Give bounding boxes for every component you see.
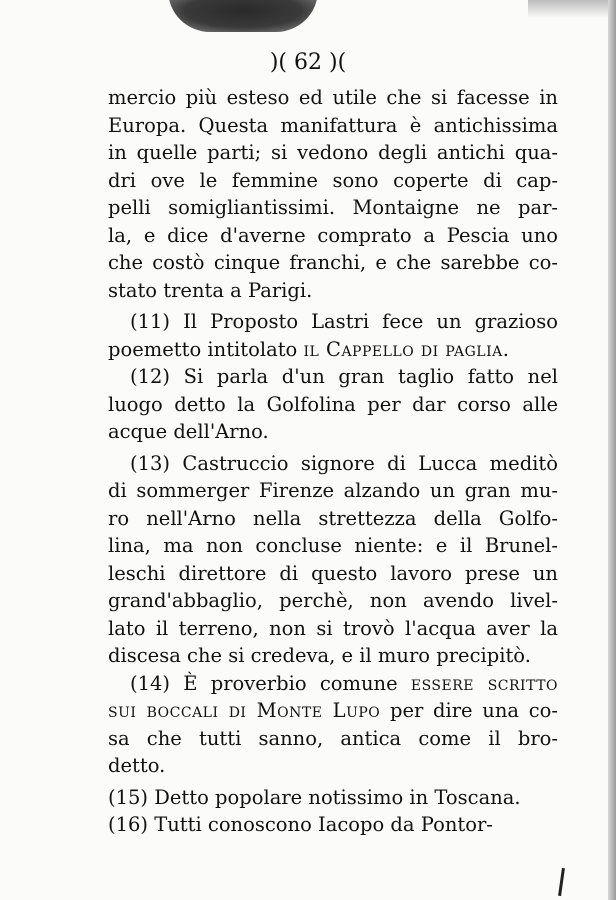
note-13-line: di sommerger Firenze alzando un gran mu- [108,479,558,502]
note-15-line: (15) Detto popolare notissimo in Toscana. [108,785,521,809]
note-14-line: detto. [108,754,166,777]
note-16-line: (16) Tutti conoscono Iacopo da Pontor- [108,813,493,836]
margin-mark [558,868,565,896]
page-corner-shadow [528,0,608,18]
text-line: in quelle parti; si vedono degli antichi qua- [108,141,558,164]
note-14-text: per dire una co- [380,699,558,722]
text-line: la, e dice d'averne comprato a Pescia uno [108,223,558,247]
note-11-title: il Cappello di paglia. [303,337,510,361]
note-12-line: luogo detto la Golfolina per dar corso alle [108,392,558,416]
note-13-line: discesa che si credeva, e il muro precipitò. [108,644,531,667]
note-14-line: sa che tutti sanno, antica come il bro- [108,726,558,750]
note-12-line: (12) Si parla d'un gran taglio fatto nel [130,365,558,388]
text-line: dri ove le femmine sono coperte di cap- [108,168,558,192]
note-11-line: (11) Il Proposto Lastri fece un grazioso [130,310,558,333]
text-line: mercio più esteso ed utile che si facesse in [108,86,558,109]
note-14-line [108,697,558,725]
note-13-line: grand'abbaglio, perchè, non avendo livel- [108,589,558,612]
note-14-proverb: sui boccali di Monte Lupo [108,699,381,722]
page-text [108,84,558,839]
page-edge-shadow [608,0,616,900]
text-line: Europa. Questa manifattura è antichissima [108,113,558,137]
binding-shadow [168,0,318,32]
note-14-text: (14) È proverbio comune [130,671,411,695]
note-11-text: poemetto intitolato [108,337,304,361]
note-13-line: (13) Castruccio signore di Lucca meditò [130,451,558,475]
text-line: che costò cinque franchi, e che sarebbe co- [108,251,558,274]
note-13-line: leschi direttore di questo lavoro prese un [108,561,558,585]
text-line: pelli somigliantissimi. Montaigne ne par- [108,196,558,219]
note-14-proverb: essere scritto [410,671,559,695]
text-line: stato trenta a Parigi. [108,278,313,302]
note-13-line: lina, ma non concluse niente: e il Brunel- [108,534,558,557]
note-13-line: ro nell'Arno nella strettezza della Golfo- [108,506,558,530]
page-number: )( 62 )( [269,50,347,75]
note-12-line: acque dell'Arno. [108,420,269,443]
note-14-line [108,670,558,698]
note-13-line: lato il terreno, non si trovò l'acqua aver la [108,616,558,640]
note-11-line [108,336,558,364]
